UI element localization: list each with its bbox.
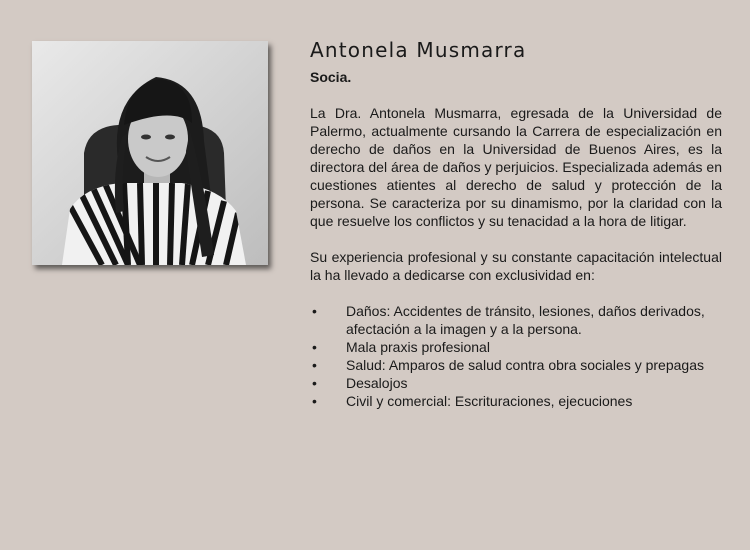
list-item bbox=[310, 302, 722, 338]
bullet-icon: • bbox=[312, 375, 317, 391]
experience-intro: Su experiencia profesional y su constante capacitación intelectual la ha llevado a dedicarse con exclusividad en: bbox=[310, 249, 722, 283]
bullet-icon: • bbox=[312, 303, 317, 319]
profile-content bbox=[310, 38, 722, 410]
list-item bbox=[310, 338, 722, 356]
practice-area-text: Mala praxis profesional bbox=[346, 339, 490, 355]
practice-area-text: Salud: Amparos de salud contra obra sociales y prepagas bbox=[346, 357, 704, 373]
list-item bbox=[310, 392, 722, 410]
profile-name: Antonela Musmarra bbox=[310, 38, 527, 62]
practice-areas-list bbox=[310, 302, 722, 410]
list-item bbox=[310, 374, 722, 392]
profile-bio: La Dra. Antonela Musmarra, egresada de la Universidad de Palermo, actualmente cursando la Carrera de especialización en derecho de daños en la Universidad de Buenos Aires, es la directora del área de daños y perjuicios. Especializada además en cuestiones atientes al derecho de salud y protección de la persona. Se caracteriza por su dinamismo, por la claridad con la que resuelve los conflictos y su tenacidad a la hora de litigar. bbox=[310, 105, 722, 229]
bullet-icon: • bbox=[312, 339, 317, 355]
bullet-icon: • bbox=[312, 393, 317, 409]
list-item bbox=[310, 356, 722, 374]
bullet-icon: • bbox=[312, 357, 317, 373]
practice-area-text: Daños: Accidentes de tránsito, lesiones, daños derivados, afectación a la imagen y a la persona. bbox=[346, 303, 705, 337]
profile-role: Socia. bbox=[310, 69, 352, 85]
practice-area-text: Civil y comercial: Escrituraciones, ejecuciones bbox=[346, 393, 633, 409]
practice-area-text: Desalojos bbox=[346, 375, 408, 391]
profile-photo bbox=[32, 41, 268, 265]
